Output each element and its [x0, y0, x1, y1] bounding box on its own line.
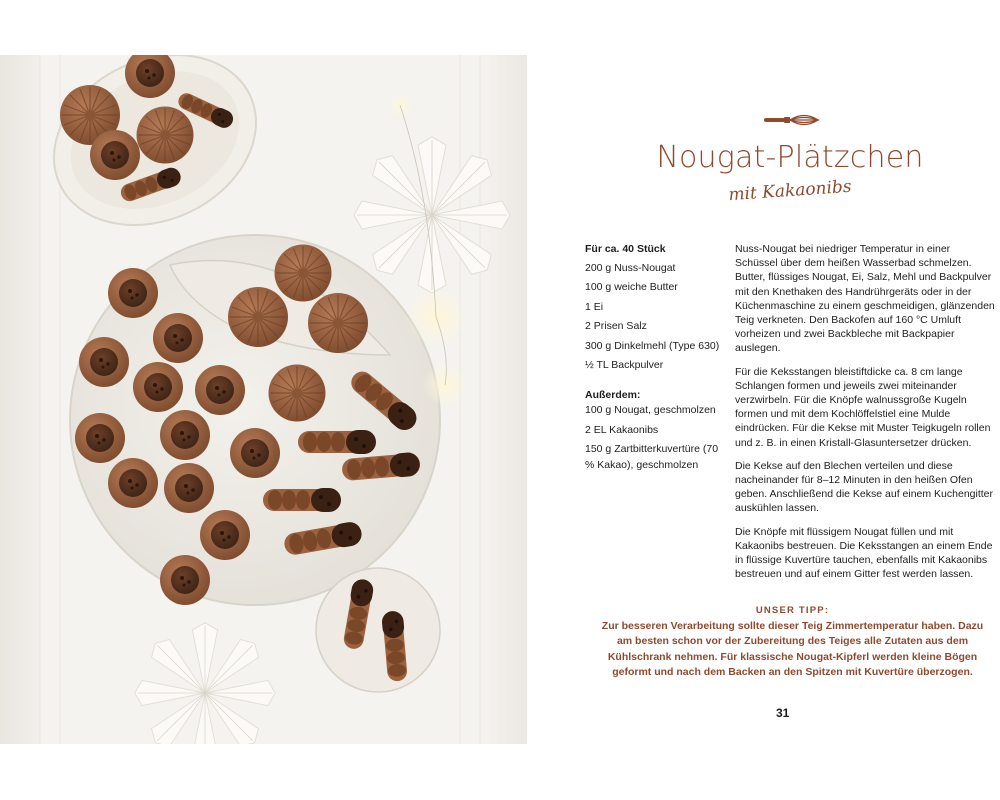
ingredient-item: 1 Ei: [585, 300, 604, 313]
recipe-subtitle: mit Kakaonibs: [727, 176, 853, 206]
ingredient-item: 2 Prisen Salz: [585, 320, 647, 332]
tip-text: Zur besseren Verarbeitung sollte dieser Teig Zimmertemperatur haben. Dazu am besten schon vor der Zubereitung des Teiges alle Zutaten aus dem Kühlschrank nehmen. Für klassische Nougat-Kipferl werden kleine Bögen geformt und nach dem Backen an den Spitzen mit Kuvertüre überzogen.: [601, 619, 984, 679]
ingredient-item: ½ TL Backpulver: [585, 359, 664, 371]
recipe-title: Nougat-Plätzchen: [656, 140, 924, 175]
ingredient-item: 300 g Dinkelmehl (Type 630): [585, 339, 720, 352]
ingredients-list: [585, 242, 725, 477]
cookies-photo-illustration: [0, 55, 527, 744]
extra-ingredient-item: 150 g Zartbitterkuvertüre (70 % Kakao), geschmolzen: [585, 443, 719, 471]
cookies-photo: [0, 55, 527, 744]
extra-ingredient-item: 100 g Nougat, geschmolzen: [585, 404, 716, 416]
ingredients-header: Für ca. 40 Stück: [585, 243, 666, 255]
step-paragraph: Die Kekse auf den Blechen verteilen und diese nacheinander für 8–12 Minuten in den heißen Ofen geben. Anschließend die Kekse auf einem Kuchengitter auskühlen lassen.: [735, 459, 994, 515]
extra-ingredients-header: Außerdem:: [585, 388, 641, 401]
tip-header: UNSER TIPP:: [755, 605, 830, 616]
tip-box: [600, 603, 985, 681]
step-paragraph: Für die Keksstangen bleistiftdicke ca. 8 cm lange Schlangen formen und jeweils zwei miteinander verzwirbeln. Für die Knöpfe walnussgroße Kugeln formen und mit dem Kochlöffelstiel eine Mulde eindrücken. Für die Kekse mit Muster Teigkugeln rollen und z. B. in einen Kristall-Glasuntersetzer drücken.: [735, 365, 991, 449]
extra-ingredient-item: 2 EL Kakaonibs: [585, 423, 659, 436]
step-paragraph: Die Knöpfe mit flüssigem Nougat füllen und mit Kakaonibs bestreuen. Die Keksstangen an einem Ende in flüssige Kuvertüre tauchen, ebenfalls mit Kakaonibs bestreuen und auf einem Gitter fest werden lassen.: [735, 525, 993, 581]
step-paragraph: Nuss-Nougat bei niedriger Temperatur in einer Schüssel über dem heißen Wasserbad schmelzen. Butter, flüssiges Nougat, Ei, Salz, Mehl und Backpulver mit den Knethaken des Handrührgeräts oder in der Küchenmaschine zu einem geschmeidigen, glänzenden Teig verkneten. Den Backofen auf 160 °C Umluft vorheizen und zwei Backbleche mit Backpapier auslegen.: [735, 243, 995, 355]
preparation-steps: [735, 242, 995, 590]
whisk-icon: [764, 111, 820, 134]
ingredient-item: 100 g weiche Butter: [585, 281, 678, 293]
ingredient-item: 200 g Nuss-Nougat: [585, 261, 676, 274]
page-number: 31: [776, 706, 790, 720]
